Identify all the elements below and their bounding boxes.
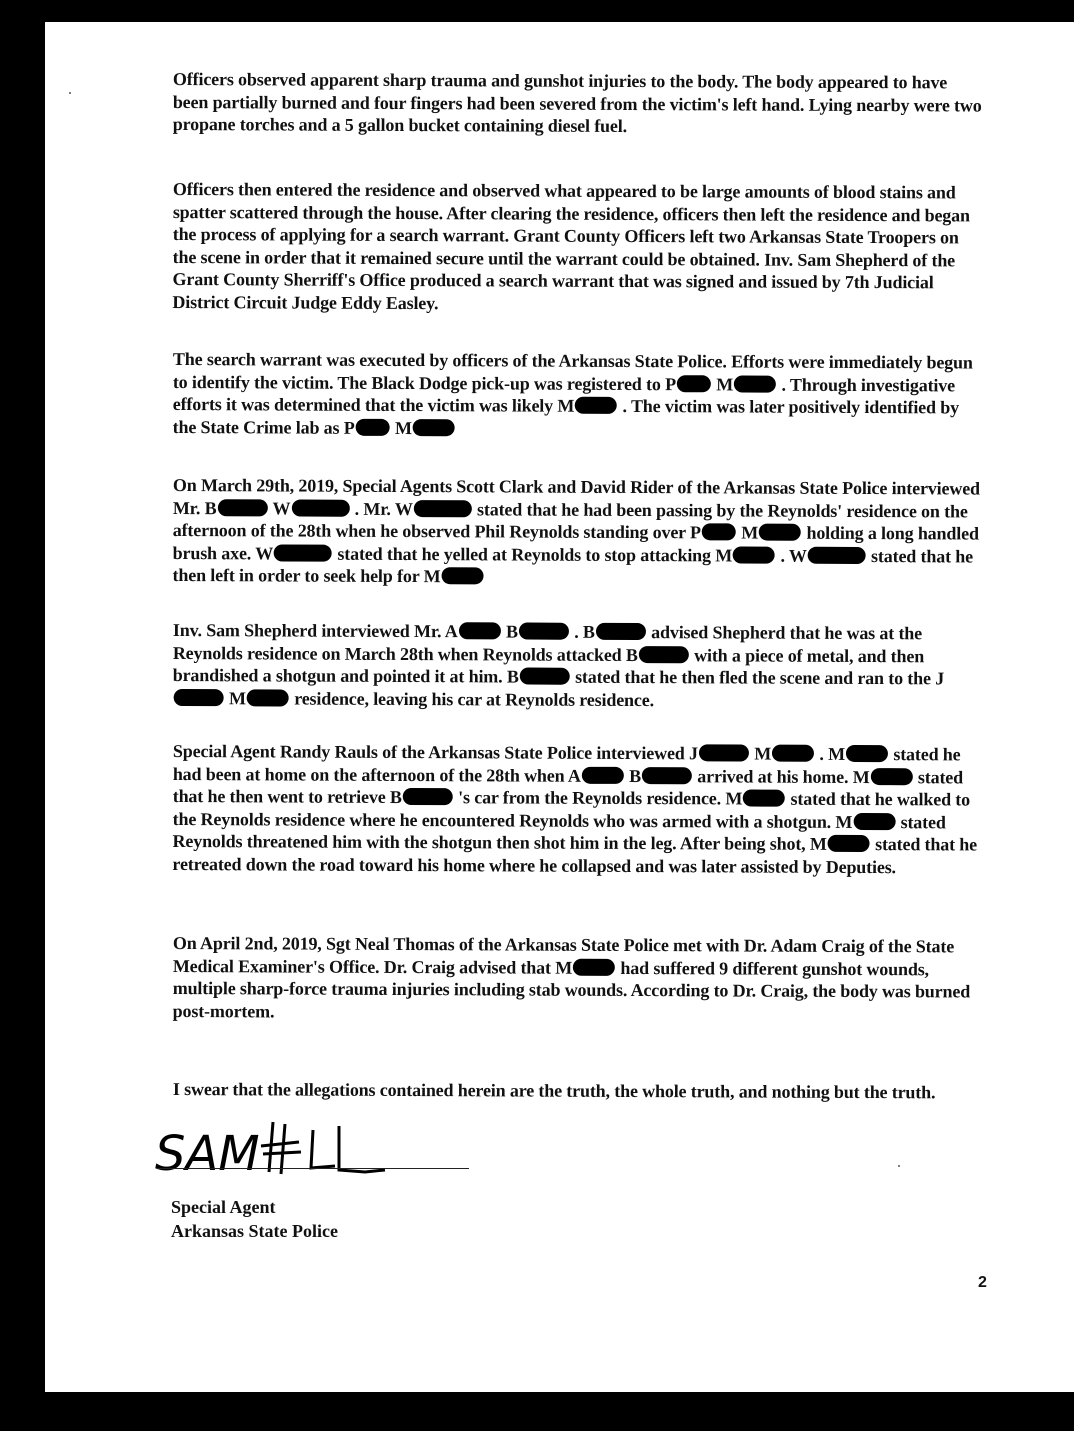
signature-line [157,1168,469,1169]
redaction-mark [520,668,570,685]
redaction-mark [403,788,453,805]
scan-speck [69,92,71,94]
redaction-mark [575,397,617,414]
redaction-mark [596,623,646,640]
paragraph-rauls-interview: Special Agent Randy Rauls of the Arkansas State Police interviewed J M . M stated he had been at home on the afternoon of the 28th when A B arrived at his home. M stated that he then went to retrieve B 's car from the Reynolds residence. M stated that he walked to the Reynolds residence where he encountered Reynolds who was armed with a shotgun. M stated Reynolds threatened him with the shotgun then shot him in the leg. After being shot, M stated that he retreated down the road toward his home where he collapsed and was later assisted by Deputies. [172,741,978,877]
redaction-mark [759,524,801,541]
redaction-mark [743,789,785,806]
svg-text:SAM: SAM [155,1126,260,1182]
redaction-mark [733,546,775,563]
redaction-mark [699,744,749,761]
redaction-mark [734,375,776,392]
page-number: 2 [978,1274,987,1291]
redaction-mark [846,745,888,762]
handwritten-signature [153,1112,393,1182]
redaction-mark [441,567,483,584]
redaction-mark [519,623,569,640]
redaction-mark [414,500,472,517]
redaction-mark [639,646,689,663]
redaction-mark [828,835,870,852]
paragraph-search-warrant: The search warrant was executed by officers of the Arkansas State Police. Efforts were immediately begun to identify the victim. The Black Dodge pick-up was registered to P M . Through investigative efforts it was determined that the victim was likely M . The victim was later positively identified by the State Crime lab as P M [172,349,973,438]
redaction-mark [413,419,455,436]
paragraph-residence: Officers then entered the residence and observed what appeared to be large amounts of blood stains and spatter scattered through the house. After clearing the residence, officers then left the residence and began the process of applying for a search warrant. Grant County Officers left two Arkansas State Troopers on the scene in order that it remained secure until the warrant could be obtained. Inv. Sam Shepherd of the Grant County Sherriff's Office produced a search warrant that was signed and issued by 7th Judicial District Circuit Judge Eddy Easley. [172,178,970,313]
redaction-mark [677,375,711,392]
paragraph-injuries: Officers observed apparent sharp trauma and gunshot injuries to the body. The body appeared to have been partially burned and four fingers had been severed from the victim's left hand. Lying nearby were two propane torches and a 5 gallon bucket containing diesel fuel. [172,68,982,136]
redaction-mark [871,768,913,785]
paragraph-medical-examiner: On April 2nd, 2019, Sgt Neal Thomas of the Arkansas State Police met with Dr. Adam Craig of the State Medical Examiner's Office. Dr. Craig advised that M had suffered 9 different gunshot wounds, multiple sharp-force trauma injuries including stab wounds. According to Dr. Craig, the body was burned post-mortem. [172,933,971,1021]
redaction-mark [291,499,349,516]
document-page [45,22,1074,1392]
redaction-mark [274,544,332,561]
redaction-mark [459,622,501,639]
redaction-mark [174,689,224,706]
paragraph-oath: I swear that the allegations contained herein are the truth, the whole truth, and nothing but the truth. [172,1079,936,1103]
signer-title: Special Agent [171,1197,276,1217]
redaction-mark [702,523,736,540]
redaction-mark [642,767,692,784]
paragraph-shepherd-interview: Inv. Sam Shepherd interviewed Mr. A B . B advised Shepherd that he was at the Reynolds residence on March 28th when Reynolds attacked B with a piece of metal, and then brandished a shotgun and pointed it at him. B stated that he then fled the scene and ran to the J M residence, leaving his car at Reynolds residence. [172,620,945,710]
redaction-mark [247,689,289,706]
redaction-mark [808,546,866,563]
redaction-mark [772,745,814,762]
paragraph-witness-interview: On March 29th, 2019, Special Agents Scott Clark and David Rider of the Arkansas State Police interviewed Mr. B W . Mr. W stated that he had been passing by the Reynolds' residence on the afternoon of the 28th when he observed Phil Reynolds standing over P M holding a long handled brush axe. W stated that he yelled at Reynolds to stop attacking M . W stated that he then left in order to seek help for M [172,475,980,587]
redaction-mark [356,418,390,435]
redaction-mark [217,499,267,516]
redaction-mark [582,766,624,783]
redaction-mark [573,958,615,975]
signer-agency: Arkansas State Police [171,1221,338,1241]
scan-speck [898,1165,900,1167]
redaction-mark [853,812,895,829]
